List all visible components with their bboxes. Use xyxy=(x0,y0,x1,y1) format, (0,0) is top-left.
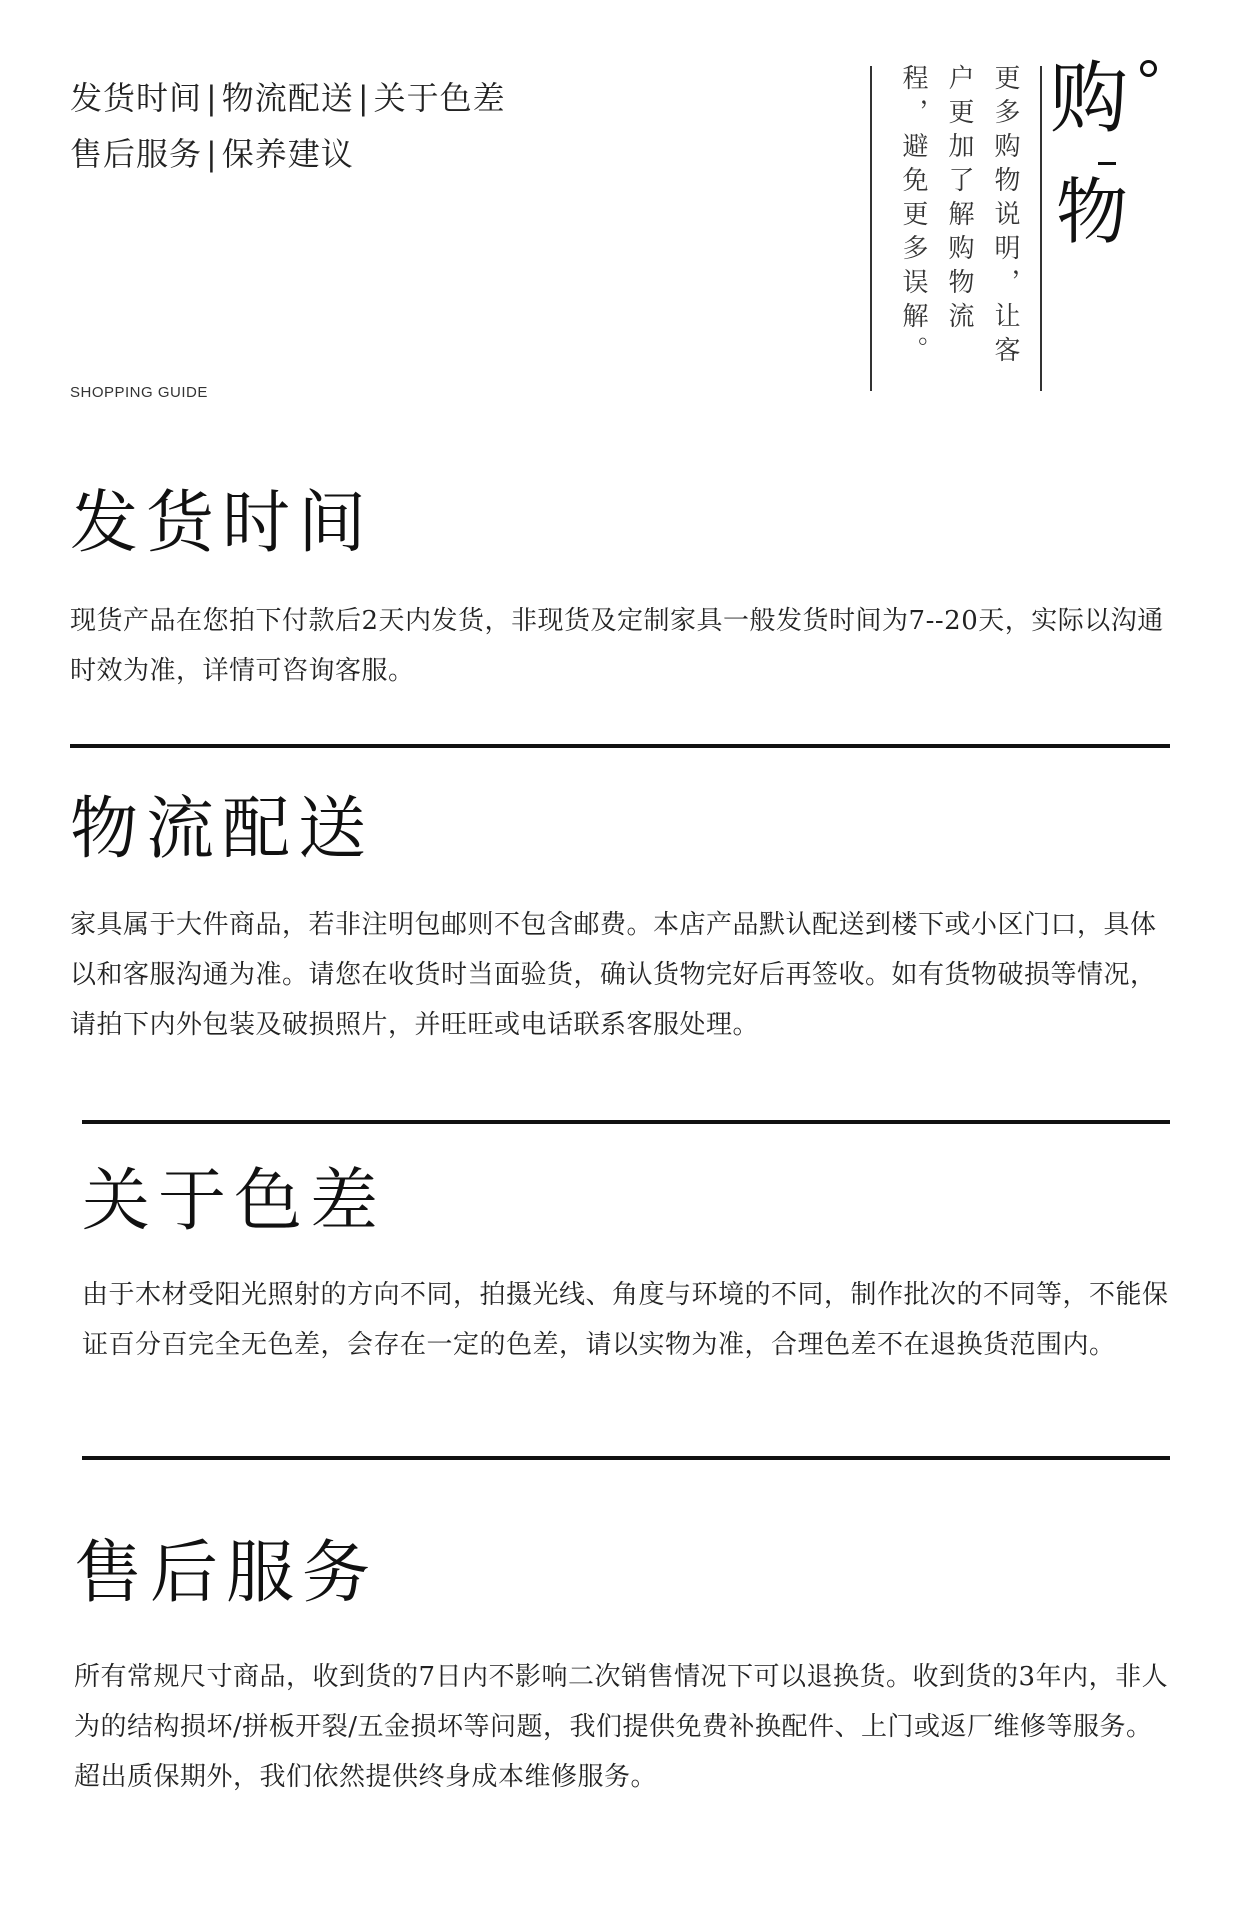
nav-item-logistics[interactable]: 物流配送 xyxy=(221,79,354,117)
brand-dash xyxy=(1098,162,1116,165)
nav-item-maintenance[interactable]: 保养建议 xyxy=(221,135,354,173)
vertical-rule-left xyxy=(870,66,872,391)
nav-separator: | xyxy=(206,135,218,173)
nav-item-color-difference[interactable]: 关于色差 xyxy=(373,79,506,117)
section-shipping-time xyxy=(70,484,1170,696)
brand-char-2: 物 xyxy=(1056,170,1129,254)
section-body: 现货产品在您拍下付款后2天内发货，非现货及定制家具一般发货时间为7--20天，实际以沟通时效为准，详情可咨询客服。 xyxy=(70,606,1164,686)
intro-vertical-text: 更多购物说明，让客户更加了解购物流程，避免更多误解。 xyxy=(898,64,1020,370)
section-divider xyxy=(82,1120,1170,1124)
section-divider xyxy=(70,744,1170,748)
section-title: 物流配送 xyxy=(70,790,375,869)
section-title: 发货时间 xyxy=(70,484,375,563)
section-title: 关于色差 xyxy=(82,1162,387,1241)
section-title: 售后服务 xyxy=(74,1534,379,1613)
section-body: 所有常规尺寸商品，收到货的7日内不影响二次销售情况下可以退换货。收到货的3年内，非人为的结构损坏/拼板开裂/五金损坏等问题，我们提供免费补换配件、上门或返厂维修等服务。超出质保期外，我们依然提供终身成本维修服务。 xyxy=(74,1662,1169,1792)
guide-nav xyxy=(70,70,506,182)
shopping-guide-label: SHOPPING GUIDE xyxy=(70,384,208,401)
nav-item-shipping-time[interactable]: 发货时间 xyxy=(70,79,203,117)
intro-vertical-block xyxy=(870,60,1045,395)
section-logistics xyxy=(70,790,1170,1050)
vertical-rule-right xyxy=(1040,66,1042,391)
section-color-difference xyxy=(82,1162,1170,1370)
section-after-sales xyxy=(74,1534,1174,1802)
nav-separator: | xyxy=(357,79,370,117)
nav-line-1 xyxy=(70,70,506,126)
section-body: 家具属于大件商品，若非注明包邮则不包含邮费。本店产品默认配送到楼下或小区门口，具体以和客服沟通为准。请您在收货时当面验货，确认货物完好后再签收。如有货物破损等情况，请拍下内外包装及破损照片，并旺旺或电话联系客服处理。 xyxy=(70,910,1157,1040)
section-divider xyxy=(82,1456,1170,1460)
nav-separator: | xyxy=(206,79,218,117)
brand-circle-icon xyxy=(1140,60,1157,77)
brand-char-1: 购 xyxy=(1050,54,1129,144)
section-body: 由于木材受阳光照射的方向不同，拍摄光线、角度与环境的不同，制作批次的不同等，不能保证百分百完全无色差，会存在一定的色差，请以实物为准，合理色差不在退换货范围内。 xyxy=(82,1280,1169,1360)
brand-title xyxy=(1050,54,1160,260)
nav-line-2 xyxy=(70,126,506,182)
nav-item-after-sales[interactable]: 售后服务 xyxy=(70,135,203,173)
